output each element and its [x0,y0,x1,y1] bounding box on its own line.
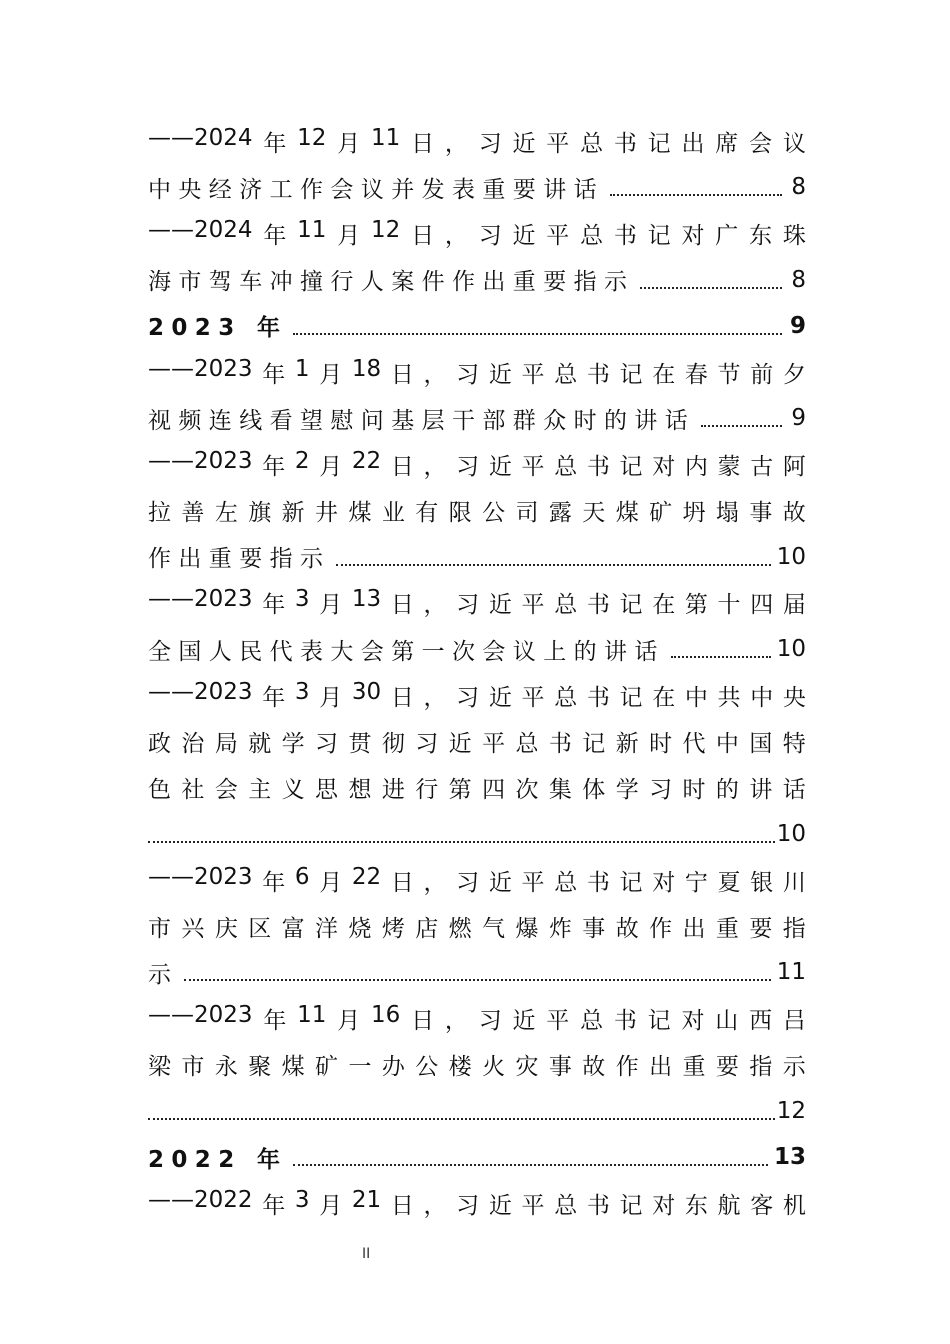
dot-leader [610,194,782,196]
toc-page-number: 13 [773,1144,806,1171]
table-of-contents [148,118,806,1227]
toc-entry-text: ——2024 年 11 月 12 日 ， 习 近 平 总 书 记 对 广 东 珠 [148,216,806,249]
dot-leader [148,841,775,843]
toc-page-number: 10 [776,820,806,847]
toc-entry-text: ——2022 年 3 月 21 日 ， 习 近 平 总 书 记 对 东 航 客 机 [148,1186,806,1219]
toc-line [148,857,806,903]
toc-entry-text: ——2024 年 12 月 11 日 ， 习 近 平 总 书 记 出 席 会 议 [148,124,806,157]
toc-line [148,580,806,626]
toc-entry-text: 全国人民代表大会第一次会议上的讲话 [148,638,665,665]
toc-year-heading[interactable] [148,303,806,349]
toc-line [148,672,806,718]
toc-entry-text: ——2023 年 6 月 22 日 ， 习 近 平 总 书 记 对 宁 夏 银 川 [148,863,806,896]
dot-leader [293,333,782,335]
toc-page-number: 8 [791,266,806,293]
toc-entry-text: 梁 市 永 聚 煤 矿 一 办 公 楼 火 灾 事 故 作 出 重 要 指 示 [148,1054,806,1081]
toc-line [148,488,806,534]
toc-line [148,349,806,395]
dot-leader [148,1118,775,1120]
toc-line [148,1042,806,1088]
toc-line [148,441,806,487]
toc-entry-text: 拉 善 左 旗 新 井 煤 业 有 限 公 司 露 天 煤 矿 坍 塌 事 故 [148,500,806,527]
toc-line [148,210,806,256]
toc-entry-text: ——2023 年 11 月 16 日 ， 习 近 平 总 书 记 对 山 西 吕 [148,1002,806,1035]
dot-leader [701,425,782,427]
toc-line [148,1180,806,1226]
toc-entry-text: 2022 年 [148,1146,288,1173]
dot-leader [671,656,771,658]
toc-page-number: 8 [791,174,806,201]
toc-page-number: 10 [776,543,806,570]
toc-entry-text: 海市驾车冲撞行人案件作出重要指示 [148,269,635,296]
toc-line [148,903,806,949]
toc-entry-text: ——2023 年 3 月 13 日 ， 习 近 平 总 书 记 在 第 十 四 届 [148,586,806,619]
toc-entry-text: 政 治 局 就 学 习 贯 彻 习 近 平 总 书 记 新 时 代 中 国 特 [148,731,806,758]
toc-page-number: 9 [791,405,806,432]
toc-line[interactable] [148,395,806,441]
toc-line[interactable] [148,811,806,857]
toc-entry-text: 视频连线看望慰问基层干部群众时的讲话 [148,407,696,434]
toc-line[interactable] [148,1088,806,1134]
toc-entry-text: ——2023 年 1 月 18 日 ， 习 近 平 总 书 记 在 春 节 前 夕 [148,355,806,388]
toc-line[interactable] [148,534,806,580]
toc-entry-text: 中央经济工作会议并发表重要讲话 [148,176,604,203]
dot-leader [293,1164,768,1166]
toc-line [148,718,806,764]
toc-line[interactable] [148,164,806,210]
toc-entry-text: ——2023 年 2 月 22 日 ， 习 近 平 总 书 记 对 内 蒙 古 阿 [148,447,806,480]
toc-entry-text: 作出重要指示 [148,546,331,573]
toc-line [148,765,806,811]
toc-page-number: 10 [776,636,806,663]
toc-page-number: 11 [776,959,806,986]
dot-leader [184,979,770,981]
toc-entry-text: 示 [148,961,179,988]
dot-leader [640,287,782,289]
toc-entry-text: 色 社 会 主 义 思 想 进 行 第 四 次 集 体 学 习 时 的 讲 话 [148,777,806,804]
toc-line [148,996,806,1042]
toc-line[interactable] [148,626,806,672]
toc-line[interactable] [148,949,806,995]
dot-leader [336,564,770,566]
toc-line [148,118,806,164]
toc-entry-text: 市 兴 庆 区 富 洋 烧 烤 店 燃 气 爆 炸 事 故 作 出 重 要 指 [148,915,806,942]
toc-line[interactable] [148,257,806,303]
page-number: II [362,1246,371,1262]
toc-entry-text: ——2023 年 3 月 30 日 ， 习 近 平 总 书 记 在 中 共 中 央 [148,678,806,711]
toc-year-heading[interactable] [148,1134,806,1180]
toc-page-number: 9 [789,312,806,339]
toc-entry-text: 2023 年 [148,315,288,342]
toc-page-number: 12 [776,1098,806,1125]
